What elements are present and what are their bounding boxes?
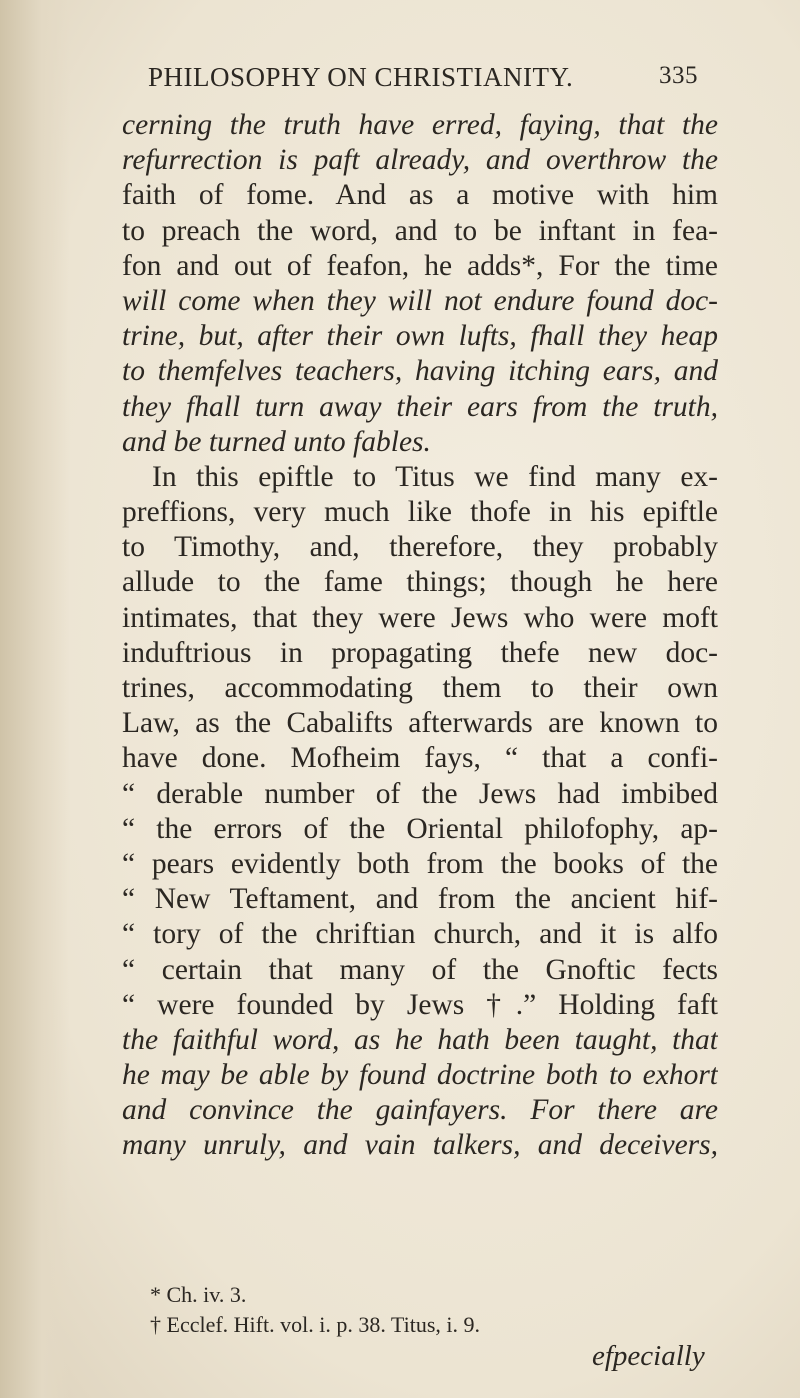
- text-line: to Timothy, and, therefore, they probably: [122, 531, 718, 564]
- text-line: faith of fome. And as a motive with him: [122, 179, 718, 212]
- catchword: efpecially: [592, 1340, 705, 1372]
- text-line: many unruly, and vain talkers, and deceivers,: [122, 1129, 718, 1162]
- text-line: to themfelves teachers, having itching ears, and: [122, 355, 718, 388]
- text-line: have done. Mofheim fays, “ that a confi-: [122, 742, 718, 775]
- text-line: to preach the word, and to be inftant in fea-: [122, 214, 718, 247]
- text-line: trines, accommodating them to their own: [122, 672, 718, 704]
- footnote: * Ch. iv. 3.: [150, 1282, 247, 1307]
- quote-line: “ derable number of the Jews had imbibed: [122, 777, 718, 810]
- text-line: trine, but, after their own lufts, fhall they heap: [122, 320, 718, 353]
- text-line: fon and out of feafon, he adds*, For the time: [122, 249, 718, 282]
- page-gutter-shadow: [0, 0, 70, 1398]
- text-line: he may be able by found doctrine both to exhort: [122, 1059, 718, 1092]
- text-line: and be turned unto fables.: [122, 425, 431, 458]
- text-line: the faithful word, as he hath been taught, that: [122, 1023, 718, 1056]
- text-line: preffions, very much like thofe in his epiftle: [122, 496, 718, 529]
- page-header: [148, 62, 698, 102]
- footnotes: [150, 1280, 710, 1340]
- text-line: cerning the truth have erred, faying, that the: [122, 109, 718, 141]
- page-number: 335: [659, 62, 698, 89]
- text-line: intimates, that they were Jews who were moft: [122, 601, 718, 634]
- quote-line: “ New Teftament, and from the ancient hif-: [122, 883, 718, 916]
- text-line: induftrious in propagating thefe new doc-: [122, 636, 718, 669]
- footnote: † Ecclef. Hift. vol. i. p. 38. Titus, i. 9.: [150, 1312, 480, 1337]
- text-line: allude to the fame things; though he here: [122, 566, 718, 599]
- quote-line: “ were founded by Jews †.” Holding faft: [122, 988, 718, 1021]
- text-line: and convince the gainfayers. For there are: [122, 1094, 718, 1127]
- text-line: they fhall turn away their ears from the truth,: [122, 390, 718, 423]
- quote-line: “ tory of the chriftian church, and it is alfo: [122, 918, 718, 951]
- quote-line: “ pears evidently both from the books of the: [122, 847, 718, 880]
- text-line: refurrection is paft already, and overthrow the: [122, 144, 718, 177]
- body-text: [122, 108, 718, 1164]
- running-head: PHILOSOPHY ON CHRISTIANITY.: [148, 62, 574, 92]
- quote-line: “ certain that many of the Gnoftic fects: [122, 953, 718, 986]
- paragraph-start-line: In this epiftle to Titus we find many ex-: [152, 460, 718, 493]
- quote-line: “ the errors of the Oriental philofophy, ap-: [122, 812, 718, 845]
- text-line: will come when they will not endure found doc-: [122, 284, 718, 317]
- text-line: Law, as the Cabalifts afterwards are known to: [122, 707, 718, 740]
